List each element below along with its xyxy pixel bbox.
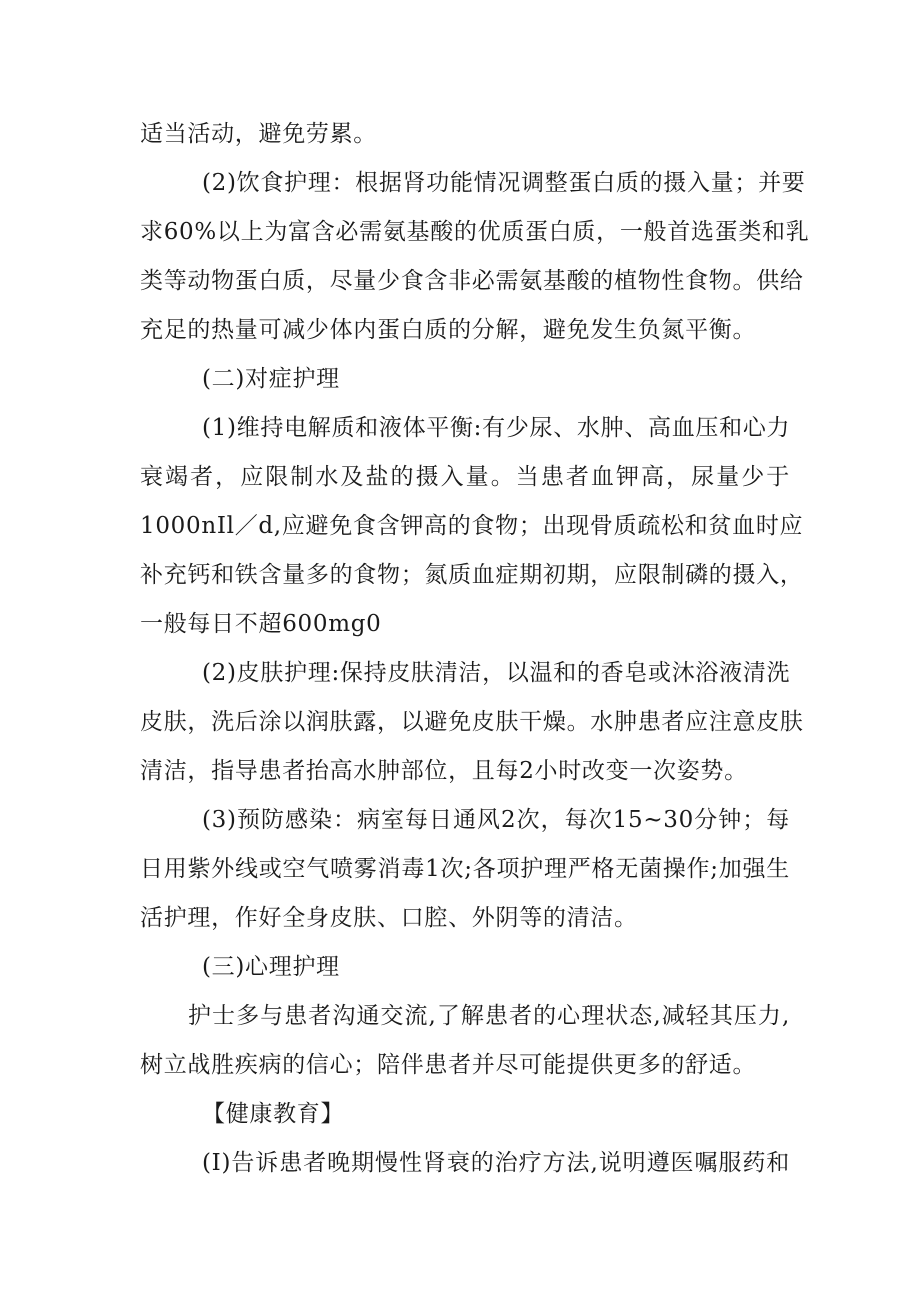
paragraph-line: 皮肤，洗后涂以润肤露，以避免皮肤干燥。水肿患者应注意皮肤	[140, 709, 804, 735]
paragraph-line: (I)告诉患者晚期慢性肾衰的治疗方法,说明遵医嘱服药和	[202, 1150, 790, 1176]
paragraph-line: 类等动物蛋白质，尽量少食含非必需氨基酸的植物性食物。供给	[140, 268, 804, 294]
document-body	[140, 110, 810, 1188]
paragraph-line: (2)饮食护理：根据肾功能情况调整蛋白质的摄入量；并要	[202, 170, 806, 196]
section-heading: 【健康教育】	[202, 1101, 345, 1127]
paragraph-line: 充足的热量可减少体内蛋白质的分解，避免发生负氮平衡。	[140, 317, 757, 343]
paragraph-line: (2)皮肤护理:保持皮肤清洁，以温和的香皂或沐浴液清洗	[202, 660, 791, 686]
paragraph-line: 一般每日不超600mg0	[140, 611, 382, 637]
paragraph-line: (3)预防感染：病室每日通风2次，每次15~30分钟；每	[202, 807, 790, 833]
paragraph-line: (1)维持电解质和液体平衡:有少尿、水肿、高血压和心力	[202, 415, 791, 441]
paragraph-line: 清洁，指导患者抬高水肿部位，且每2小时改变一次姿势。	[140, 758, 748, 784]
paragraph-line: 日用紫外线或空气喷雾消毒1次;各项护理严格无菌操作;加强生	[140, 856, 790, 882]
paragraph-line: 活护理，作好全身皮肤、口腔、外阴等的清洁。	[140, 905, 638, 931]
paragraph-line: 1000nIl／d,应避免食含钾高的食物；出现骨质疏松和贫血时应	[140, 513, 804, 539]
paragraph-line: 适当活动，避免劳累。	[140, 121, 377, 147]
paragraph-line: 护士多与患者沟通交流,了解患者的心理状态,减轻其压力,	[188, 1003, 790, 1029]
section-heading: (三)心理护理	[202, 954, 340, 980]
paragraph-line: 树立战胜疾病的信心；陪伴患者并尽可能提供更多的舒适。	[140, 1052, 757, 1078]
section-heading: (二)对症护理	[202, 366, 340, 392]
paragraph-line: 衰竭者，应限制水及盐的摄入量。当患者血钾高，尿量少于	[140, 464, 790, 490]
paragraph-line: 补充钙和铁含量多的食物；氮质血症期初期，应限制磷的摄入，	[140, 562, 804, 588]
paragraph-line: 求60%以上为富含必需氨基酸的优质蛋白质，一般首选蛋类和乳	[140, 219, 810, 245]
